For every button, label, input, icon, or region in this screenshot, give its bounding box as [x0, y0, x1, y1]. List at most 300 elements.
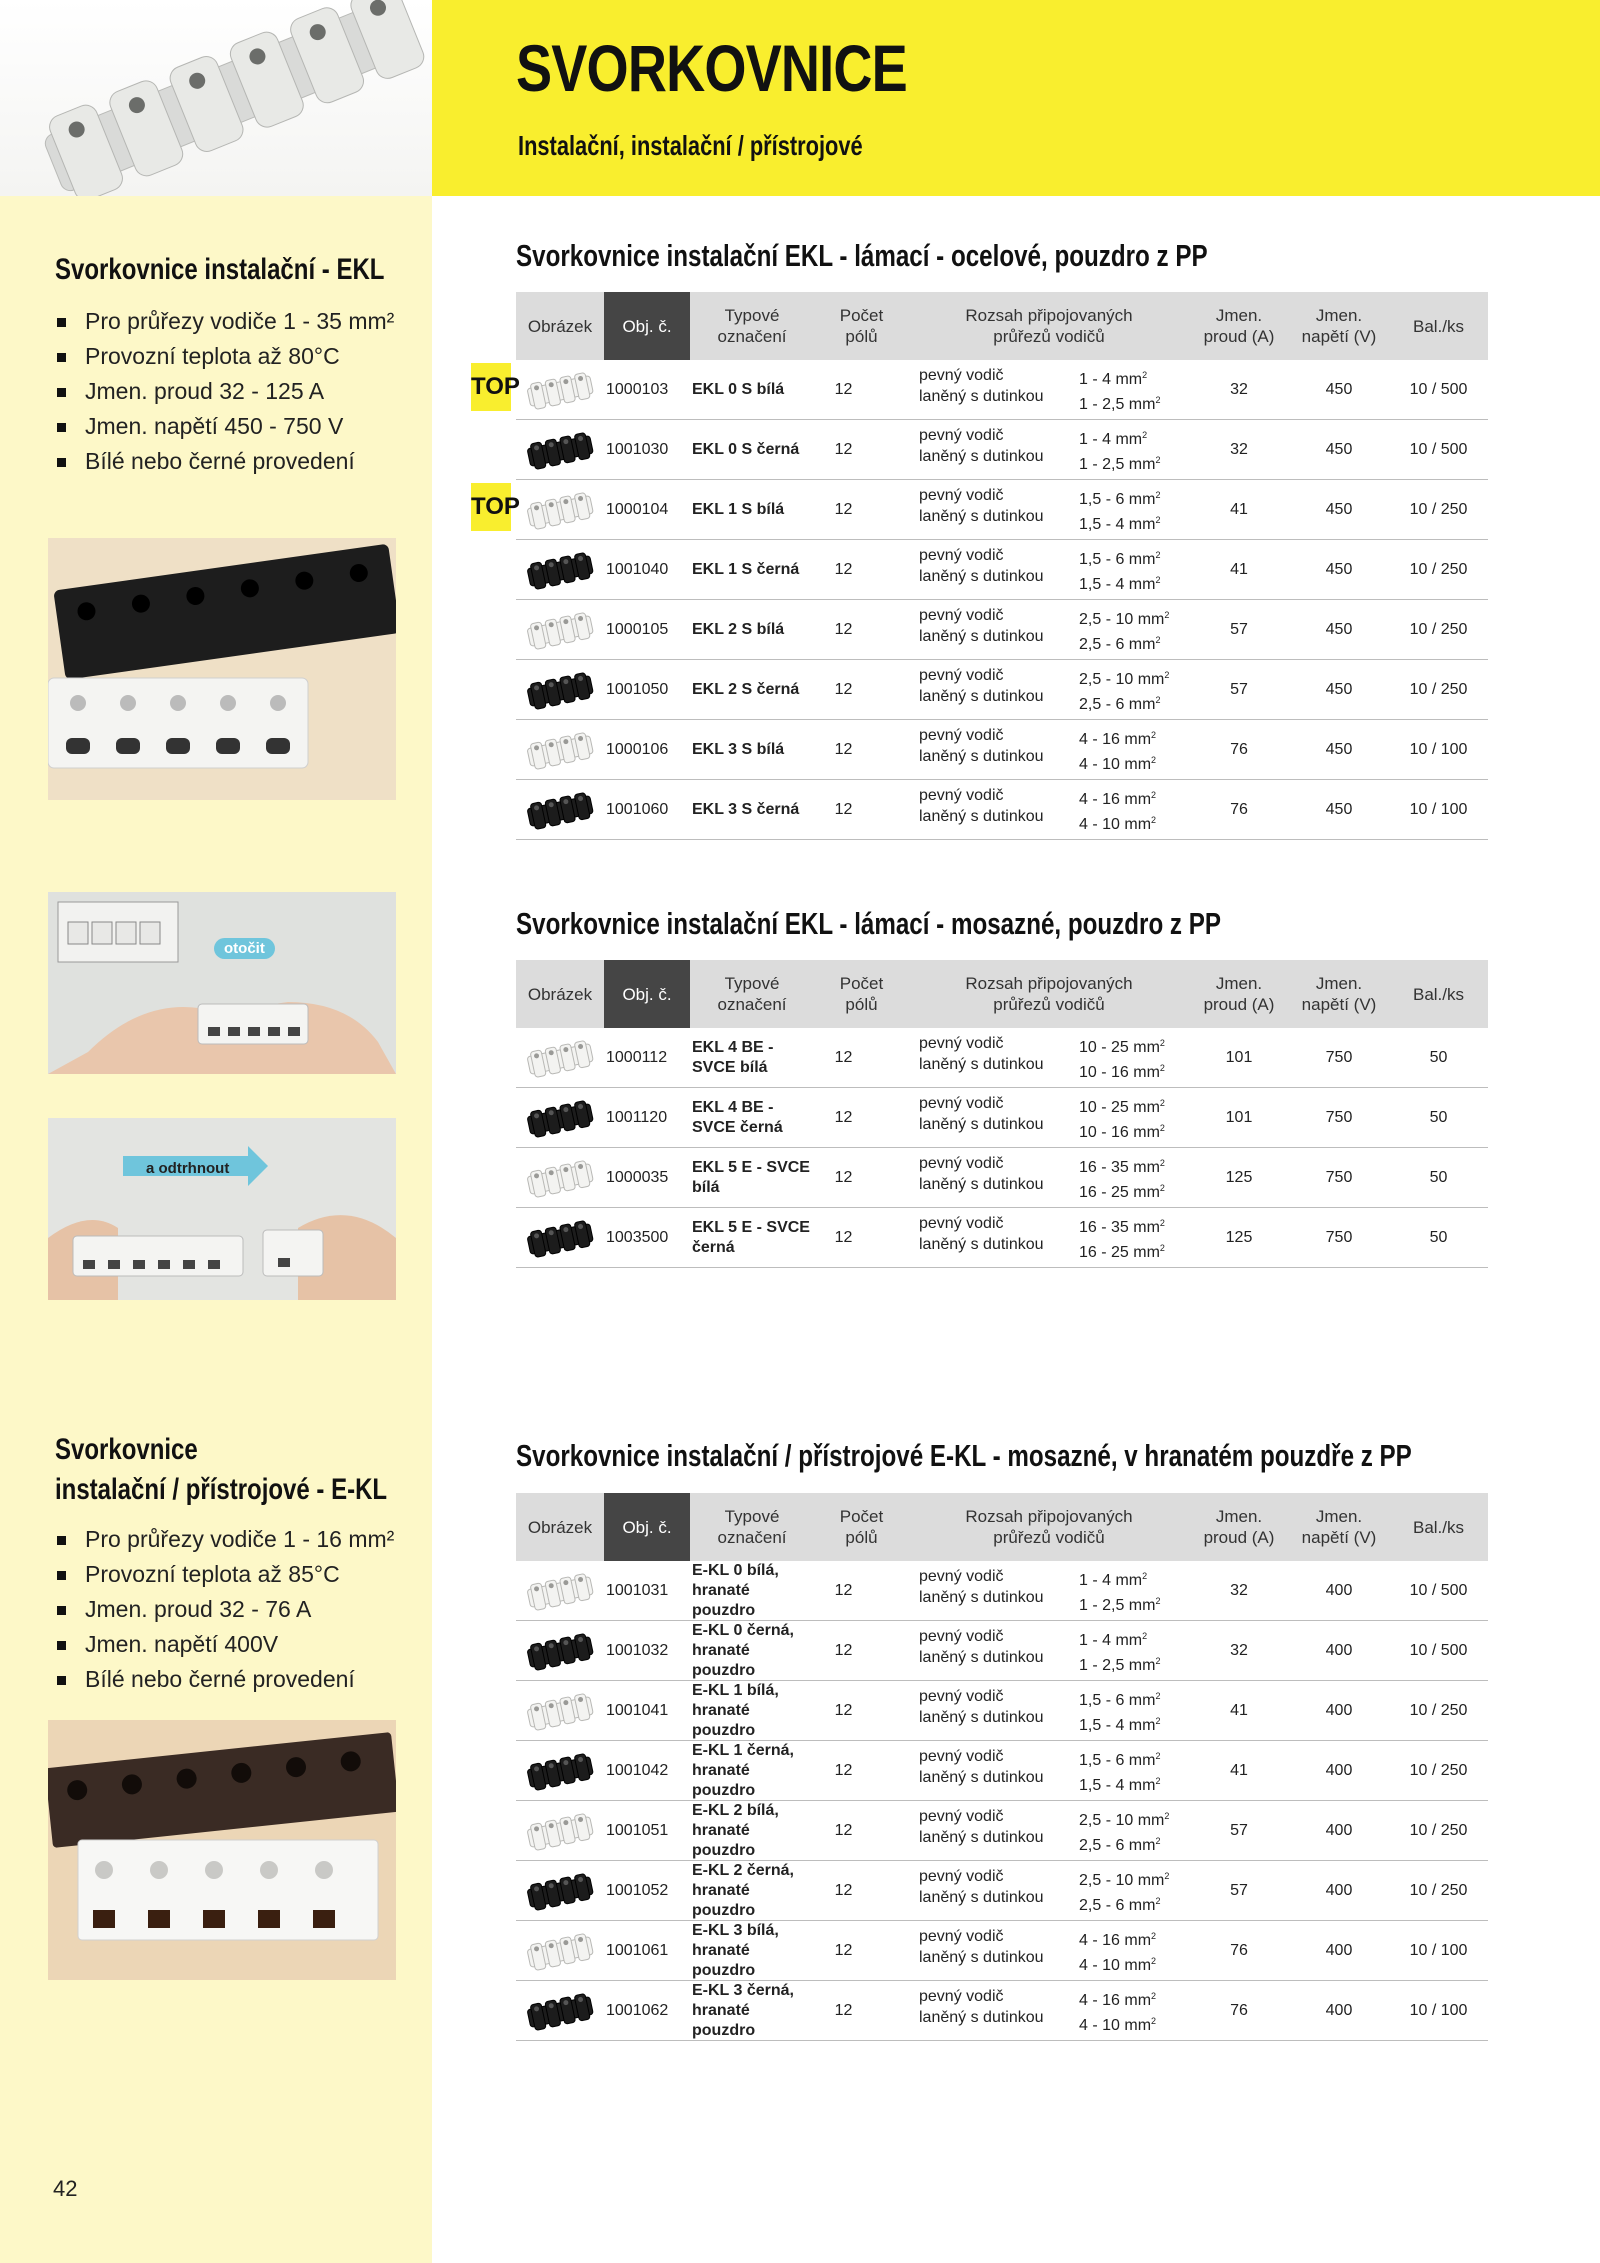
page-number: 42	[53, 2176, 78, 2201]
range-label-stranded: laněný s dutinkou	[919, 1648, 1044, 1666]
rated-voltage: 450	[1325, 560, 1353, 578]
obj-number: 1000112	[606, 1048, 668, 1066]
table-row	[516, 720, 1488, 780]
type-designation: E-KL 1 černá, hranaté pouzdro	[692, 1741, 794, 1799]
range-label-stranded: laněný s dutinkou	[919, 567, 1044, 585]
col-image: Obrázek	[527, 1517, 593, 1537]
type-designation: E-KL 1 bílá, hranaté pouzdro	[692, 1681, 779, 1739]
range-stranded-value: 4 - 10 mm	[1079, 755, 1152, 773]
feature-item: Jmen. proud 32 - 125 A	[55, 374, 394, 409]
range-stranded-value: 4 - 10 mm	[1079, 815, 1152, 833]
rated-current: 76	[1230, 800, 1248, 818]
cross-section-range: pevný vodič laněný s dutinkou 4 - 16 $mm^2$ 4 - 10 $mm^2$	[919, 726, 1157, 773]
product-thumbnail	[516, 1028, 604, 1087]
product-thumbnail	[516, 720, 604, 779]
pole-count: 12	[834, 1821, 853, 1839]
pole-count: 12	[834, 1048, 853, 1066]
obj-number: 1000104	[606, 500, 669, 518]
cross-section-range: pevný vodič laněný s dutinkou 1 - 4 $mm^2$ 1 - 2,5 $mm^2$	[919, 366, 1161, 413]
range-stranded-value: 1,5 - 4 mm	[1079, 1716, 1156, 1734]
pole-count: 12	[834, 1228, 853, 1246]
range-solid-value: 4 - 16 mm	[1079, 730, 1152, 748]
cross-section-range: pevný vodič laněný s dutinkou 10 - 25 $mm^2$ 10 - 16 $mm^2$	[919, 1034, 1165, 1081]
type-designation: E-KL 2 bílá, hranaté pouzdro	[692, 1801, 779, 1859]
col-amp: Jmen. proud (A)	[1203, 974, 1275, 1014]
product-thumbnail	[516, 1148, 604, 1207]
obj-number: 1001051	[606, 1821, 669, 1839]
range-label-solid: pevný vodič	[919, 1154, 1004, 1172]
col-type: Typové označení	[717, 974, 787, 1014]
pole-count: 12	[834, 620, 853, 638]
table-row	[516, 1801, 1488, 1861]
package-qty: 10 / 250	[1409, 620, 1468, 638]
section-title: Svorkovnice instalační EKL - lámací - mosazné, pouzdro z PP	[516, 906, 1221, 941]
table-row	[516, 360, 1488, 420]
obj-number: 1001060	[606, 800, 669, 818]
table-row	[516, 600, 1488, 660]
range-solid-value: 4 - 16 mm	[1079, 1991, 1152, 2009]
range-label-stranded: laněný s dutinkou	[919, 687, 1044, 705]
range-label-solid: pevný vodič	[919, 1627, 1004, 1645]
range-label-solid: pevný vodič	[919, 1034, 1004, 1052]
table-row	[516, 1861, 1488, 1921]
table-row	[516, 1681, 1488, 1741]
cross-section-range: pevný vodič laněný s dutinkou 4 - 16 $mm^2$ 4 - 10 $mm^2$	[919, 1987, 1157, 2034]
cross-section-range: pevný vodič laněný s dutinkou 10 - 25 $mm^2$ 10 - 16 $mm^2$	[919, 1094, 1165, 1141]
table-row	[516, 1561, 1488, 1621]
range-label-solid: pevný vodič	[919, 1094, 1004, 1112]
rated-voltage: 450	[1325, 620, 1353, 638]
range-label-stranded: laněný s dutinkou	[919, 627, 1044, 645]
type-designation: EKL 5 E - SVCE černá	[692, 1218, 810, 1256]
pole-count: 12	[834, 680, 853, 698]
rated-voltage: 400	[1325, 1761, 1353, 1779]
block1-feature-list	[55, 304, 394, 479]
table-row	[516, 1028, 1488, 1088]
range-stranded-value: 2,5 - 6 mm	[1079, 635, 1156, 653]
product-thumbnail	[516, 1921, 604, 1980]
pole-count: 12	[834, 740, 853, 758]
product-table	[516, 960, 1488, 1268]
range-label-stranded: laněný s dutinkou	[919, 1828, 1044, 1846]
table-header	[516, 960, 1488, 1028]
col-amp: Jmen. proud (A)	[1203, 306, 1275, 346]
range-solid-value: 2,5 - 10 mm	[1079, 610, 1165, 628]
pole-count: 12	[834, 380, 853, 398]
col-volt: Jmen. napětí (V)	[1301, 974, 1377, 1014]
range-label-stranded: laněný s dutinkou	[919, 2008, 1044, 2026]
page-subtitle: Instalační, instalační / přístrojové	[518, 130, 863, 161]
rated-current: 101	[1225, 1048, 1253, 1066]
feature-item: Jmen. napětí 400V	[55, 1627, 394, 1662]
range-solid-value: 2,5 - 10 mm	[1079, 670, 1165, 688]
package-qty: 10 / 100	[1409, 800, 1468, 818]
top-badge: TOP	[471, 363, 511, 411]
range-stranded-value: 2,5 - 6 mm	[1079, 695, 1156, 713]
range-label-stranded: laněný s dutinkou	[919, 1055, 1044, 1073]
pole-count: 12	[834, 1881, 853, 1899]
tear-label: a odtrhnout	[146, 1160, 230, 1177]
type-designation: EKL 3 S bílá	[692, 740, 785, 758]
block2-title-line1: Svorkovnice	[55, 1433, 198, 1466]
range-label-solid: pevný vodič	[919, 726, 1004, 744]
range-stranded-value: 2,5 - 6 mm	[1079, 1896, 1156, 1914]
table-body	[516, 360, 1488, 840]
tear-instruction-photo	[48, 1118, 396, 1300]
rated-current: 41	[1230, 500, 1248, 518]
obj-number: 1001062	[606, 2001, 669, 2019]
rated-voltage: 450	[1325, 500, 1353, 518]
type-designation: EKL 0 S černá	[692, 440, 800, 458]
obj-number: 1003500	[606, 1228, 669, 1246]
range-label-stranded: laněný s dutinkou	[919, 747, 1044, 765]
col-range: Rozsah připojovaných průřezů vodičů	[965, 1507, 1133, 1547]
pole-count: 12	[834, 1761, 853, 1779]
range-label-solid: pevný vodič	[919, 666, 1004, 684]
package-qty: 10 / 100	[1409, 1941, 1468, 1959]
col-obj: Obj. č.	[604, 292, 690, 360]
ekl-square-product-photo	[48, 1720, 396, 1980]
page-title: SVORKOVNICE	[516, 31, 907, 105]
range-stranded-value: 16 - 25 mm	[1079, 1243, 1160, 1261]
pole-count: 12	[834, 500, 853, 518]
range-solid-value: 1 - 4 mm	[1079, 430, 1143, 448]
rated-voltage: 450	[1325, 740, 1353, 758]
type-designation: EKL 4 BE - SVCE bílá	[692, 1038, 774, 1076]
obj-number: 1001050	[606, 680, 669, 698]
range-label-solid: pevný vodič	[919, 1927, 1004, 1945]
col-obj: Obj. č.	[604, 960, 690, 1028]
pole-count: 12	[834, 1168, 853, 1186]
type-designation: E-KL 0 bílá, hranaté pouzdro	[692, 1561, 779, 1619]
range-solid-value: 1,5 - 6 mm	[1079, 1751, 1156, 1769]
range-solid-value: 1 - 4 mm	[1079, 1571, 1143, 1589]
range-label-stranded: laněný s dutinkou	[919, 1948, 1044, 1966]
obj-number: 1001031	[606, 1581, 669, 1599]
range-stranded-value: 1,5 - 4 mm	[1079, 515, 1156, 533]
obj-number: 1001042	[606, 1761, 669, 1779]
range-solid-value: 1,5 - 6 mm	[1079, 550, 1156, 568]
range-stranded-value: 16 - 25 mm	[1079, 1183, 1160, 1201]
range-label-stranded: laněný s dutinkou	[919, 447, 1044, 465]
product-thumbnail	[516, 480, 604, 539]
range-label-stranded: laněný s dutinkou	[919, 1175, 1044, 1193]
package-qty: 10 / 100	[1409, 740, 1468, 758]
pole-count: 12	[834, 560, 853, 578]
rated-current: 57	[1230, 1821, 1248, 1839]
pole-count: 12	[834, 440, 853, 458]
range-stranded-value: 1 - 2,5 mm	[1079, 1656, 1156, 1674]
range-label-solid: pevný vodič	[919, 546, 1004, 564]
table-row	[516, 1208, 1488, 1268]
pole-count: 12	[834, 1941, 853, 1959]
pole-count: 12	[834, 1108, 853, 1126]
range-label-solid: pevný vodič	[919, 786, 1004, 804]
range-stranded-value: 4 - 10 mm	[1079, 2016, 1152, 2034]
rotate-instruction-photo	[48, 892, 396, 1074]
range-label-stranded: laněný s dutinkou	[919, 1115, 1044, 1133]
package-qty: 10 / 250	[1409, 500, 1468, 518]
obj-number: 1001061	[606, 1941, 669, 1959]
col-pack: Bal./ks	[1412, 316, 1465, 336]
table-row	[516, 1921, 1488, 1981]
range-label-solid: pevný vodič	[919, 1867, 1004, 1885]
product-thumbnail	[516, 1088, 604, 1147]
col-pack: Bal./ks	[1412, 984, 1465, 1004]
range-label-solid: pevný vodič	[919, 1807, 1004, 1825]
cross-section-range: pevný vodič laněný s dutinkou 1,5 - 6 $mm^2$ 1,5 - 4 $mm^2$	[919, 546, 1161, 593]
table-body	[516, 1028, 1488, 1268]
product-thumbnail	[516, 1861, 604, 1920]
type-designation: EKL 2 S bílá	[692, 620, 785, 638]
product-thumbnail	[516, 1561, 604, 1620]
feature-item: Pro průřezy vodiče 1 - 16 mm²	[55, 1522, 394, 1557]
range-label-solid: pevný vodič	[919, 606, 1004, 624]
product-thumbnail	[516, 1621, 604, 1680]
range-solid-value: 1,5 - 6 mm	[1079, 490, 1156, 508]
range-label-stranded: laněný s dutinkou	[919, 387, 1044, 405]
rated-current: 57	[1230, 620, 1248, 638]
rated-voltage: 750	[1325, 1228, 1353, 1246]
range-stranded-value: 1 - 2,5 mm	[1079, 395, 1156, 413]
rated-current: 76	[1230, 2001, 1248, 2019]
rotate-label: otočit	[214, 938, 275, 959]
range-stranded-value: 2,5 - 6 mm	[1079, 1836, 1156, 1854]
range-solid-value: 16 - 35 mm	[1079, 1158, 1160, 1176]
rated-voltage: 450	[1325, 800, 1353, 818]
product-table	[516, 1493, 1488, 2041]
range-stranded-value: 1 - 2,5 mm	[1079, 455, 1156, 473]
product-thumbnail	[516, 1801, 604, 1860]
col-type: Typové označení	[717, 1507, 787, 1547]
rated-current: 76	[1230, 740, 1248, 758]
feature-item: Bílé nebo černé provedení	[55, 444, 394, 479]
package-qty: 10 / 500	[1409, 380, 1468, 398]
type-designation: EKL 4 BE - SVCE černá	[692, 1098, 783, 1136]
cross-section-range: pevný vodič laněný s dutinkou 1 - 4 $mm^2$ 1 - 2,5 $mm^2$	[919, 1567, 1161, 1614]
rated-current: 76	[1230, 1941, 1248, 1959]
package-qty: 50	[1429, 1048, 1448, 1066]
rated-voltage: 400	[1325, 1581, 1353, 1599]
range-label-stranded: laněný s dutinkou	[919, 807, 1044, 825]
range-label-solid: pevný vodič	[919, 426, 1004, 444]
range-solid-value: 1,5 - 6 mm	[1079, 1691, 1156, 1709]
package-qty: 50	[1429, 1228, 1448, 1246]
range-label-stranded: laněný s dutinkou	[919, 1708, 1044, 1726]
pole-count: 12	[834, 1641, 853, 1659]
obj-number: 1001041	[606, 1701, 669, 1719]
rated-current: 57	[1230, 1881, 1248, 1899]
range-solid-value: 1 - 4 mm	[1079, 1631, 1143, 1649]
col-image: Obrázek	[527, 316, 593, 336]
obj-number: 1000106	[606, 740, 669, 758]
product-thumbnail	[516, 600, 604, 659]
table-row	[516, 480, 1488, 540]
rated-current: 125	[1225, 1228, 1253, 1246]
table-row	[516, 420, 1488, 480]
package-qty: 10 / 250	[1409, 1701, 1468, 1719]
table-row	[516, 780, 1488, 840]
product-thumbnail	[516, 540, 604, 599]
range-label-solid: pevný vodič	[919, 1687, 1004, 1705]
pole-count: 12	[834, 800, 853, 818]
rated-current: 32	[1230, 1581, 1248, 1599]
range-label-solid: pevný vodič	[919, 486, 1004, 504]
col-range: Rozsah připojovaných průřezů vodičů	[965, 974, 1133, 1014]
rated-current: 41	[1230, 1701, 1248, 1719]
package-qty: 10 / 250	[1409, 560, 1468, 578]
range-solid-value: 2,5 - 10 mm	[1079, 1811, 1165, 1829]
rated-voltage: 400	[1325, 1941, 1353, 1959]
block2-title-line2: instalační / přístrojové - E-KL	[55, 1473, 388, 1506]
rated-voltage: 750	[1325, 1108, 1353, 1126]
range-label-solid: pevný vodič	[919, 1747, 1004, 1765]
cross-section-range: pevný vodič laněný s dutinkou 1,5 - 6 $mm^2$ 1,5 - 4 $mm^2$	[919, 1747, 1161, 1794]
obj-number: 1001120	[606, 1108, 668, 1126]
rated-current: 57	[1230, 680, 1248, 698]
range-label-solid: pevný vodič	[919, 1567, 1004, 1585]
package-qty: 10 / 250	[1409, 1761, 1468, 1779]
range-label-stranded: laněný s dutinkou	[919, 1768, 1044, 1786]
product-thumbnail	[516, 660, 604, 719]
rated-voltage: 400	[1325, 2001, 1353, 2019]
range-solid-value: 4 - 16 mm	[1079, 1931, 1152, 1949]
table-row	[516, 540, 1488, 600]
range-solid-value: 10 - 25 mm	[1079, 1098, 1160, 1116]
feature-item: Provozní teplota až 85°C	[55, 1557, 394, 1592]
cross-section-range: pevný vodič laněný s dutinkou 16 - 35 $mm^2$ 16 - 25 $mm^2$	[919, 1154, 1165, 1201]
obj-number: 1000105	[606, 620, 669, 638]
table-header	[516, 292, 1488, 360]
ekl-product-photo	[48, 538, 396, 800]
product-thumbnail	[516, 1741, 604, 1800]
table-row	[516, 1981, 1488, 2041]
col-volt: Jmen. napětí (V)	[1301, 306, 1377, 346]
block1-title: Svorkovnice instalační - EKL	[55, 253, 385, 286]
type-designation: EKL 0 S bílá	[692, 380, 785, 398]
range-stranded-value: 1,5 - 4 mm	[1079, 575, 1156, 593]
type-designation: EKL 1 S černá	[692, 560, 800, 578]
package-qty: 10 / 500	[1409, 1641, 1468, 1659]
range-label-stranded: laněný s dutinkou	[919, 507, 1044, 525]
range-label-stranded: laněný s dutinkou	[919, 1588, 1044, 1606]
rated-voltage: 750	[1325, 1048, 1353, 1066]
rated-current: 32	[1230, 440, 1248, 458]
rated-voltage: 450	[1325, 680, 1353, 698]
rated-voltage: 400	[1325, 1821, 1353, 1839]
package-qty: 10 / 500	[1409, 1581, 1468, 1599]
cross-section-range: pevný vodič laněný s dutinkou 1,5 - 6 $mm^2$ 1,5 - 4 $mm^2$	[919, 1687, 1161, 1734]
pole-count: 12	[834, 1701, 853, 1719]
rated-voltage: 400	[1325, 1881, 1353, 1899]
package-qty: 10 / 500	[1409, 440, 1468, 458]
hero-product-photo	[0, 0, 432, 196]
range-label-solid: pevný vodič	[919, 366, 1004, 384]
feature-item: Provozní teplota až 80°C	[55, 339, 394, 374]
type-designation: E-KL 0 černá, hranaté pouzdro	[692, 1621, 794, 1679]
col-volt: Jmen. napětí (V)	[1301, 1507, 1377, 1547]
rated-current: 41	[1230, 560, 1248, 578]
pole-count: 12	[834, 2001, 853, 2019]
table-body	[516, 1561, 1488, 2041]
obj-number: 1000035	[606, 1168, 669, 1186]
type-designation: E-KL 3 černá, hranaté pouzdro	[692, 1981, 794, 2039]
col-range: Rozsah připojovaných průřezů vodičů	[965, 306, 1133, 346]
package-qty: 10 / 250	[1409, 1821, 1468, 1839]
obj-number: 1000103	[606, 380, 669, 398]
rated-voltage: 450	[1325, 380, 1353, 398]
table-row	[516, 1621, 1488, 1681]
type-designation: EKL 5 E - SVCE bílá	[692, 1158, 810, 1196]
range-stranded-value: 10 - 16 mm	[1079, 1123, 1160, 1141]
type-designation: EKL 2 S černá	[692, 680, 800, 698]
cross-section-range: pevný vodič laněný s dutinkou 1,5 - 6 $mm^2$ 1,5 - 4 $mm^2$	[919, 486, 1161, 533]
rated-voltage: 750	[1325, 1168, 1353, 1186]
obj-number: 1001030	[606, 440, 669, 458]
range-solid-value: 1 - 4 mm	[1079, 370, 1143, 388]
cross-section-range: pevný vodič laněný s dutinkou 2,5 - 10 $mm^2$ 2,5 - 6 $mm^2$	[919, 1807, 1170, 1854]
cross-section-range: pevný vodič laněný s dutinkou 1 - 4 $mm^2$ 1 - 2,5 $mm^2$	[919, 426, 1161, 473]
obj-number: 1001040	[606, 560, 669, 578]
range-solid-value: 16 - 35 mm	[1079, 1218, 1160, 1236]
obj-number: 1001032	[606, 1641, 669, 1659]
table-row	[516, 1148, 1488, 1208]
feature-item: Pro průřezy vodiče 1 - 35 mm²	[55, 304, 394, 339]
range-label-stranded: laněný s dutinkou	[919, 1235, 1044, 1253]
cross-section-range: pevný vodič laněný s dutinkou 4 - 16 $mm^2$ 4 - 10 $mm^2$	[919, 1927, 1157, 1974]
product-thumbnail	[516, 1981, 604, 2040]
type-designation: EKL 3 S černá	[692, 800, 800, 818]
package-qty: 10 / 250	[1409, 680, 1468, 698]
rated-current: 32	[1230, 1641, 1248, 1659]
col-image: Obrázek	[527, 984, 593, 1004]
top-badge: TOP	[471, 483, 511, 531]
range-stranded-value: 1 - 2,5 mm	[1079, 1596, 1156, 1614]
table-row	[516, 1741, 1488, 1801]
cross-section-range: pevný vodič laněný s dutinkou 2,5 - 10 $mm^2$ 2,5 - 6 $mm^2$	[919, 666, 1170, 713]
cross-section-range: pevný vodič laněný s dutinkou 16 - 35 $mm^2$ 16 - 25 $mm^2$	[919, 1214, 1165, 1261]
col-poles: Počet pólů	[839, 974, 884, 1014]
type-designation: E-KL 2 černá, hranaté pouzdro	[692, 1861, 794, 1919]
section-title: Svorkovnice instalační EKL - lámací - ocelové, pouzdro z PP	[516, 238, 1208, 273]
range-solid-value: 10 - 25 mm	[1079, 1038, 1160, 1056]
package-qty: 10 / 250	[1409, 1881, 1468, 1899]
range-label-solid: pevný vodič	[919, 1987, 1004, 2005]
range-label-solid: pevný vodič	[919, 1214, 1004, 1232]
rated-current: 101	[1225, 1108, 1253, 1126]
product-thumbnail	[516, 1208, 604, 1267]
obj-number: 1001052	[606, 1881, 669, 1899]
product-thumbnail	[516, 360, 604, 419]
table-row	[516, 1088, 1488, 1148]
rated-current: 32	[1230, 380, 1248, 398]
cross-section-range: pevný vodič laněný s dutinkou 4 - 16 $mm^2$ 4 - 10 $mm^2$	[919, 786, 1157, 833]
type-designation: E-KL 3 bílá, hranaté pouzdro	[692, 1921, 779, 1979]
range-solid-value: 2,5 - 10 mm	[1079, 1871, 1165, 1889]
package-qty: 50	[1429, 1108, 1448, 1126]
rated-voltage: 400	[1325, 1701, 1353, 1719]
product-thumbnail	[516, 1681, 604, 1740]
rated-current: 125	[1225, 1168, 1253, 1186]
range-stranded-value: 4 - 10 mm	[1079, 1956, 1152, 1974]
col-amp: Jmen. proud (A)	[1203, 1507, 1275, 1547]
block2-feature-list	[55, 1522, 394, 1697]
col-type: Typové označení	[717, 306, 787, 346]
rated-current: 41	[1230, 1761, 1248, 1779]
section-title: Svorkovnice instalační / přístrojové E-KL - mosazné, v hranatém pouzdře z PP	[516, 1438, 1412, 1473]
rated-voltage: 450	[1325, 440, 1353, 458]
table-row	[516, 660, 1488, 720]
